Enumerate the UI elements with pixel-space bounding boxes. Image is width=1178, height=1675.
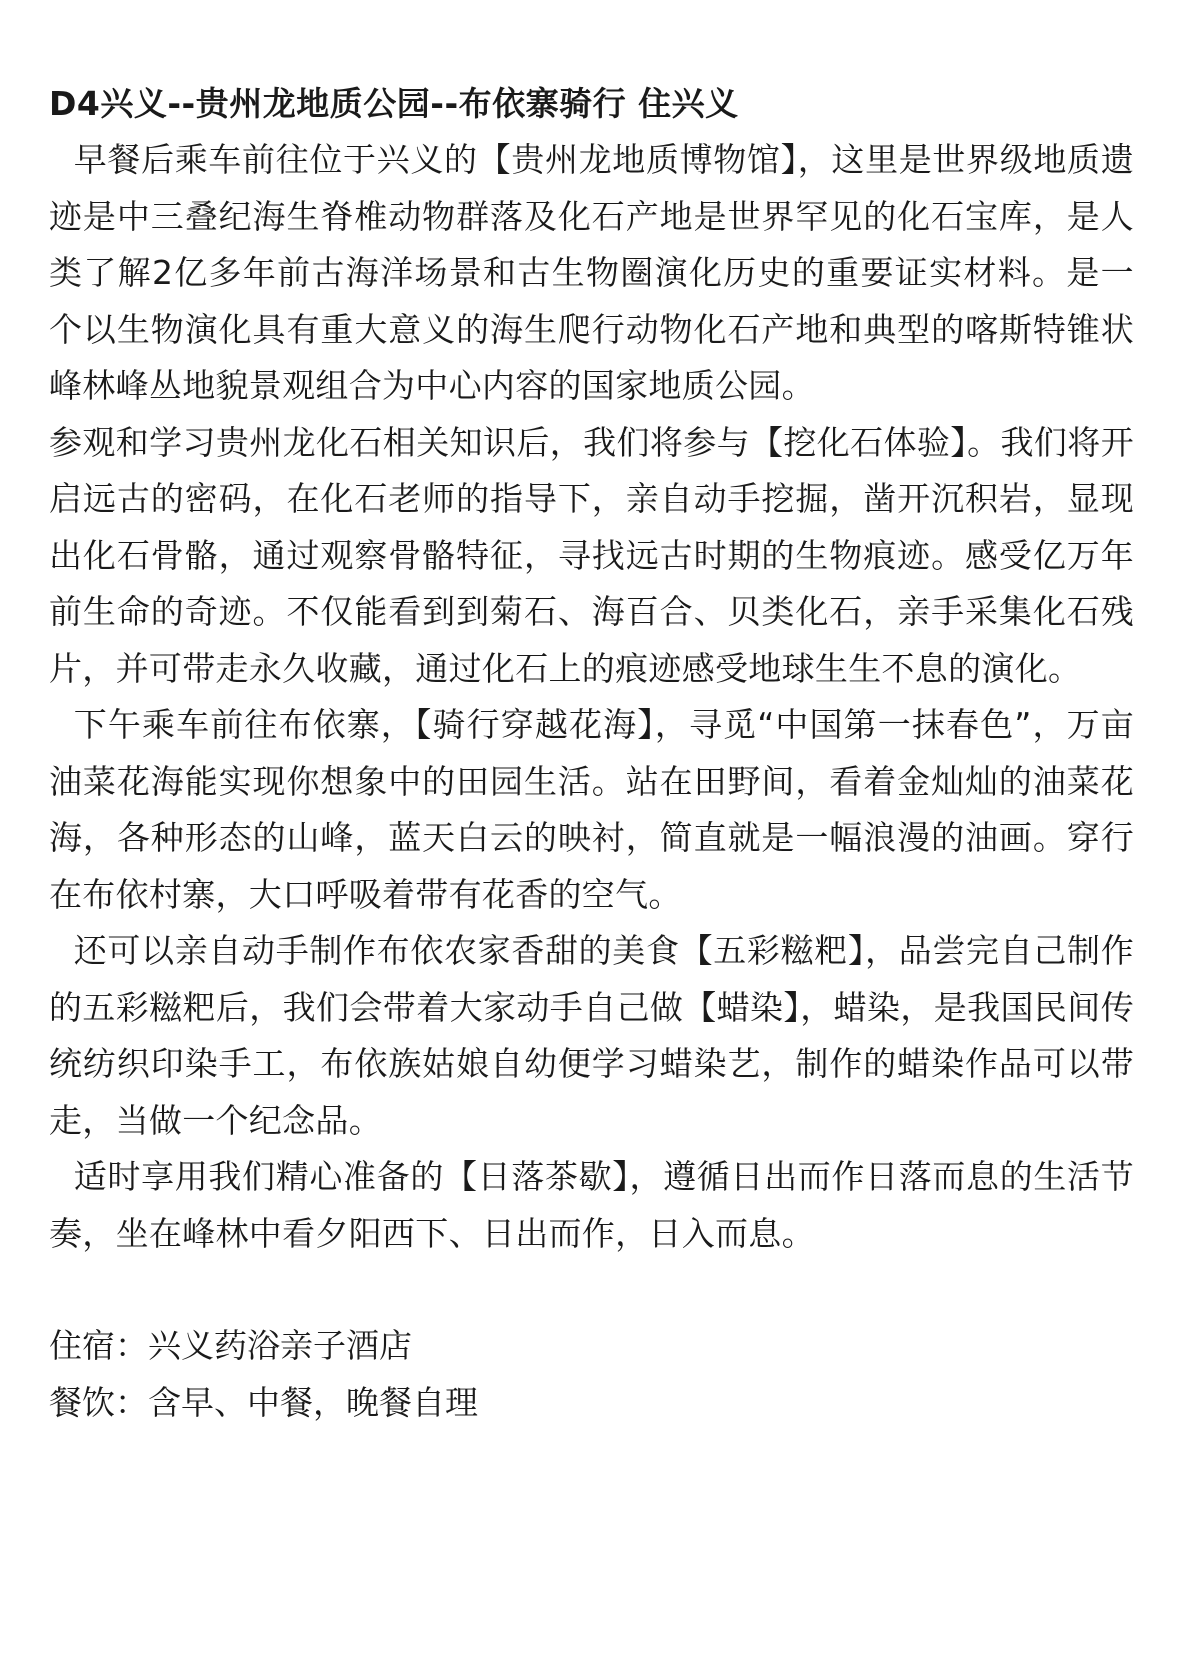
paragraph-rice-cake-batik: 还可以亲自动手制作布依农家香甜的美食【五彩糍粑】，品尝完自己制作的五彩糍粑后，我们会带着大家动手自己做【蜡染】，蜡染，是我国民间传统纺织印染手工，布依族姑娘自幼便学习蜡染艺，制作的蜡染作品可以带走，当做一个纪念品。 bbox=[49, 931, 1134, 1140]
itinerary-document bbox=[49, 76, 1134, 1431]
day-title: D4兴义--贵州龙地质公园--布依寨骑行 住兴义 bbox=[49, 84, 739, 123]
meals-line: 餐饮：含早、中餐，晚餐自理 bbox=[49, 1382, 478, 1422]
paragraph-sunset-tea: 适时享用我们精心准备的【日落茶歇】，遵循日出而作日落而息的生活节奏，坐在峰林中看夕阳西下、日出而作，日入而息。 bbox=[49, 1157, 1134, 1253]
paragraph-museum: 早餐后乘车前往位于兴义的【贵州龙地质博物馆】，这里是世界级地质遗迹是中三叠纪海生脊椎动物群落及化石产地是世界罕见的化石宝库，是人类了解2亿多年前古海洋场景和古生物圈演化历史的重要证实材料。是一个以生物演化具有重大意义的海生爬行动物化石产地和典型的喀斯特锥状峰林峰丛地貌景观组合为中心内容的国家地质公园。 bbox=[49, 140, 1134, 405]
accommodation-line: 住宿：兴义药浴亲子酒店 bbox=[49, 1326, 412, 1365]
paragraph-fossil-digging: 参观和学习贵州龙化石相关知识后，我们将参与【挖化石体验】。我们将开启远古的密码，在化石老师的指导下，亲自动手挖掘，凿开沉积岩，显现出化石骨骼，通过观察骨骼特征，寻找远古时期的生物痕迹。感受亿万年前生命的奇迹。不仅能看到到菊石、海百合、贝类化石，亲手采集化石残片，并可带走永久收藏，通过化石上的痕迹感受地球生生不息的演化。 bbox=[49, 422, 1134, 688]
spacer bbox=[49, 1262, 1134, 1318]
paragraph-cycling: 下午乘车前往布依寨，【骑行穿越花海】，寻觅“中国第一抹春色”，万亩油菜花海能实现你想象中的田园生活。站在田野间，看着金灿灿的油菜花海，各种形态的山峰，蓝天白云的映衬，简直就是一幅浪漫的油画。穿行在布依村寨，大口呼吸着带有花香的空气。 bbox=[49, 705, 1134, 914]
